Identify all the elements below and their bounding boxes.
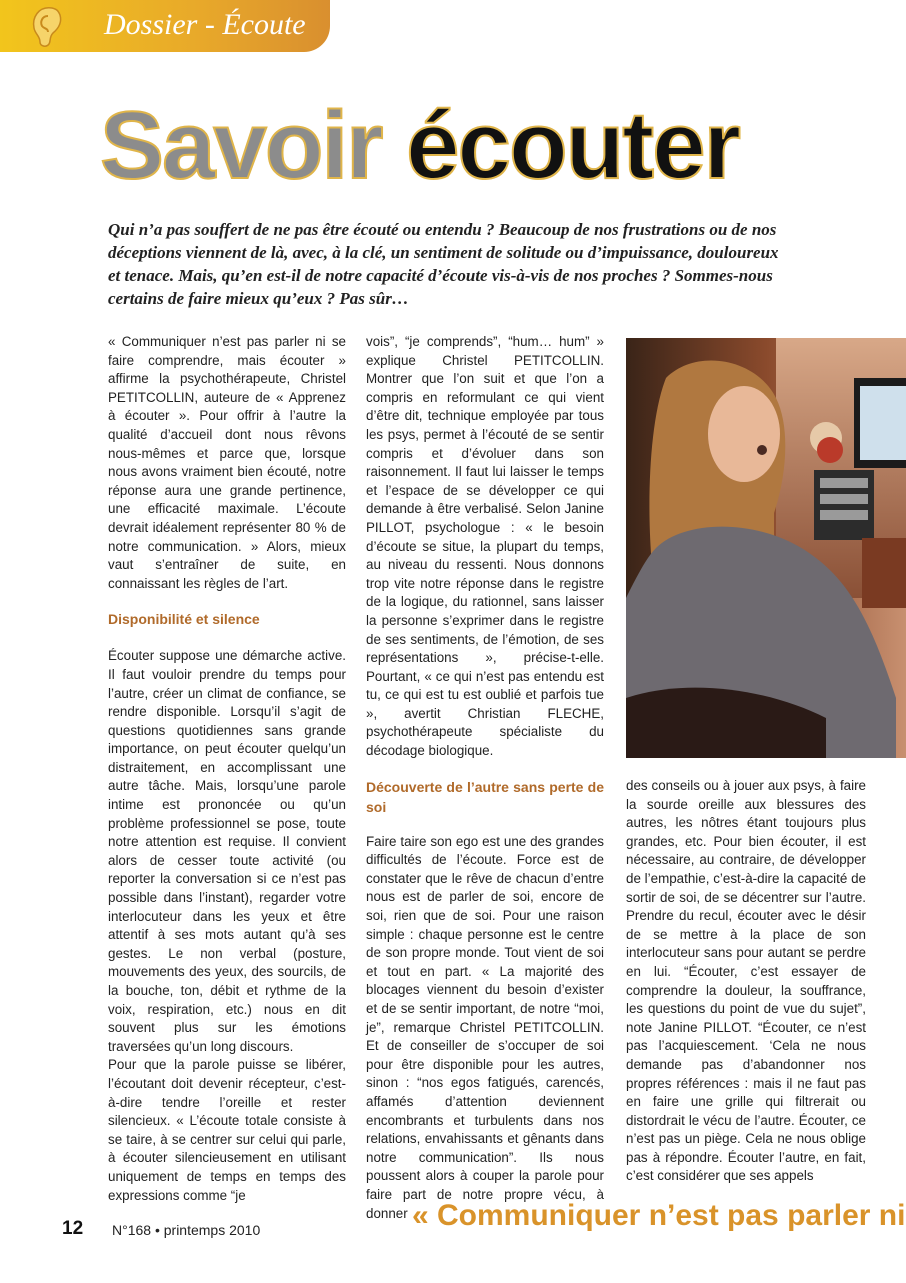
column2-paragraph-2: Faire taire son ego est une des grandes difficultés de l’écoute. Force est de constater que le rêve de chacun d’entre nous est de parler de soi, encore de soi, rien que de soi. Pour une raison simple : chaque personne est le centre de son propre monde. Tout vient de soi et tout en part. « La majorité des blocages viennent du besoin d’exister et de se sentir important, de notre “moi, je”, remarque Christel PETITCOLLIN. Et de conseiller de s’occuper de soi pour être disponible pour les autres, sinon : “nos egos fatigués, carencés, affamés d’attention deviennent encombrants et turbulents dans nos relations, envahissants et gênants dans notre communication”. Ils nous poussent alors à couper la parole pour faire part de notre propre vécu, à donner [366,833,604,1221]
column1-heading: Disponibilité et silence [108,611,260,628]
issue-label: N°168 • printemps 2010 [112,1222,261,1238]
headline-word-2: écouter [406,92,739,199]
page-number: 12 [62,1218,84,1239]
intro-paragraph: Qui n’a pas souffert de ne pas être écouté ou entendu ? Beaucoup de nos frustrations ou de nos déceptions viennent de là, avec, à la clé, un sentiment de solitude ou d’impuissance, douloureux et tenace. Mais, qu’en est-il de notre capacité d’écoute vis-à-vis de nos proches ? Sommes-nous certains de faire mieux qu’eux ? Pas sûr… [108,220,779,308]
article-photo [626,338,906,758]
column3-paragraph-1: des conseils ou à jouer aux psys, à faire la sourde oreille aux blessures des autres, les nôtres étant toujours plus grandes, etc. Pour bien écouter, il est nécessaire, au contraire, de développer de l’empathie, c’est-à-dire la capacité de sortir de soi, de se décentrer sur l’autre. Prendre du recul, écouter avec le désir de se mettre à la place de son interlocuteur sans pour autant se perdre en lui. “Écouter, c’est essayer de comprendre la douleur, la souffrance, les questions du point de vue du sujet”, note Janine PILLOT. “Écouter, ce n’est pas l’acquiescement. ‘Cela ne nous demande pas d’abandonner nos propres références : mais il ne faut pas en faire une grille qui filtrerait ou distordrait le vécu de l’autre. Écouter, ce n’est pas un piège. Cela ne nous oblige pas à répondre. Écouter l’autre, en fait, c’est considérer que ses appels [626,778,866,1184]
headline-word-1: Savoir [100,92,382,199]
article-column-1 [108,333,346,1205]
column1-paragraph-1: « Communiquer n’est pas parler ni se faire comprendre, mais écouter » affirme la psychothérapeute, Christel PETITCOLLIN, auteure de « Apprenez à écouter ». Pour offrir à l’autre la qualité d’accueil dont nous rêvons nous-mêmes et parce que, lorsque nous avons vraiment bien écouté, notre réponse aura une grande pertinence, une efficacité maximale. L’écoute devrait idéalement représenter 80 % de notre communication. » Alors, mieux vaut s’entraîner de suite, en connaissant les règles de l’art. [108,334,346,591]
article-column-3 [626,777,866,1186]
page-headline [100,92,739,199]
column2-heading: Découverte de l’autre sans perte de soi [366,778,604,815]
pull-quote: « Communiquer n’est pas parler ni [412,1199,906,1232]
column1-paragraph-2: Écouter suppose une démarche active. Il faut vouloir prendre du temps pour l’autre, créer un climat de confiance, se rendre disponible. Lorsqu’il s’agit de questions quotidiennes sans grande importance, on peut écouter quelqu’un distraitement, en accomplissant une autre tâche. Mais, lorsqu’une parole intime est prononcée ou qu’un problème professionnel se pose, toute notre attention est requise. Il convient alors de cesser toute activité (ou reporter la conversation si ce n’est pas possible dans l’instant), regarder votre interlocuteur dans les yeux et être attentif à ses mots autant qu’à ses gestes. Le non verbal (posture, mouvements des yeux, des sourcils, de la bouche, ton, débit et rythme de la voix, respiration, etc.) nous en dit souvent plus sur les émotions traversées qu’un long discours. [108,648,346,1054]
section-banner [0,0,330,52]
column2-paragraph-1: vois”, “je comprends”, “hum… hum” » explique Christel PETITCOLLIN. Montrer que l’on suit et que l’on a compris en reformulant ce qui vient d’être dit, technique employée par tous les psys, permet à l’écouté de se sentir compris et d’évoluer dans son raisonnement. Il faut lui laisser le temps et l’espace de se développer ce qui demande à être verbalisé. Selon Janine PILLOT, psychologue : « le besoin d’écoute se situe, la plupart du temps, au niveau du ressenti. Nous donnons trop vite notre réponse dans le registre de la logique, du rationnel, sans laisser la personne s’exprimer dans le registre de ses sentiments, de l’émotion, de ses représentations », précise-t-elle. Pourtant, « ce qui n’est pas entendu est tu, ce qui est tu est oublié et parfois tue », avertit Christian FLECHE, psychothérapeute spécialiste du décodage biologique. [366,334,604,759]
column1-paragraph-3: Pour que la parole puisse se libérer, l’écoutant doit devenir récepteur, c’est-à-dire tendre l’oreille et rester silencieux. « L’écoute totale consiste à se taire, à se centrer sur celui qui parle, à écouter silencieusement en utilisant uniquement de temps en temps des expressions comme “je [108,1057,346,1203]
article-column-2 [366,333,604,1223]
photo-woman-listening [626,338,906,758]
ear-icon [22,2,70,50]
section-title: Dossier - Écoute [104,8,306,41]
